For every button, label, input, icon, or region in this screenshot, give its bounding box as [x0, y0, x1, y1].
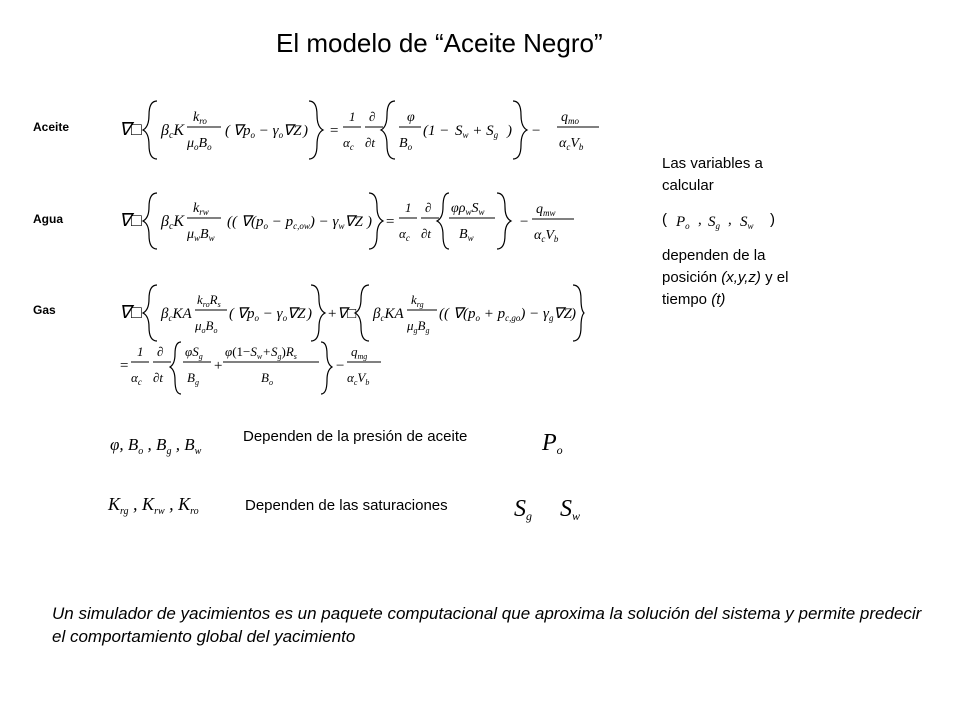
svg-text:βcKA: $\beta_cKA$ [373, 306, 404, 323]
variables-text-line3: dependen de la [662, 247, 766, 264]
water-equation-source [530, 192, 590, 252]
svg-text:Bg: $B_g$ [187, 370, 199, 387]
svg-text:kroRs: $k_{ro}R_s$ [197, 292, 221, 309]
variables-text-line5 [662, 289, 725, 311]
variables-text-line1: Las variables a [662, 155, 763, 172]
svg-text:Bo: $B_o$ [399, 136, 413, 152]
depend-saturation-text: Dependen de las saturaciones [245, 497, 448, 514]
svg-text:∂: ∂ [157, 344, 164, 359]
svg-text:∂: ∂ [369, 109, 376, 124]
svg-text:): ) [571, 306, 576, 322]
svg-text:Sg: $S_g$ [708, 214, 720, 231]
svg-text:(1 −: (1 − [423, 123, 450, 139]
label-gas: Gas [33, 303, 56, 317]
svg-text:): ) [307, 306, 312, 322]
svg-text:): ) [367, 214, 372, 230]
svg-text:Sw: $S_w$ [740, 214, 754, 231]
svg-text:(: ( [225, 123, 230, 139]
svg-text:((: (( [439, 306, 449, 322]
svg-text:μwBw: $\mu_wB_w$ [187, 227, 215, 243]
oil-equation-source [555, 100, 615, 160]
svg-text:Po: $P_o$ [676, 214, 690, 231]
svg-text:βcKA: $\beta_cKA$ [161, 306, 192, 323]
svg-text:1: 1 [137, 344, 144, 359]
svg-text:βcK: βcK [161, 213, 185, 232]
svg-text:qmw: $q_{mw}$ [536, 202, 556, 218]
svg-text:φ(1−Sw+Sg)Rs: $\varphi(1-S_w+S_g)R_s$ [225, 344, 297, 361]
saturation-dependent-properties [106, 488, 226, 522]
svg-text:−: − [531, 123, 542, 139]
gas-equation-line1 [115, 280, 585, 346]
water-equation [115, 188, 555, 254]
svg-text:krw: $k_{rw}$ [193, 201, 209, 217]
svg-text:∇□: ∇□ [119, 210, 142, 230]
svg-text:): ) [303, 123, 308, 139]
svg-text:αcVb: $\alpha_cV_b$ [347, 370, 370, 387]
oil-equation [115, 95, 555, 165]
svg-text:Sw + Sg: $S_w + S_g$ [455, 123, 499, 140]
svg-text:βcK: βcK [161, 122, 185, 141]
position-tail: y el [760, 269, 789, 286]
svg-text:αc: $\alpha_c$ [131, 370, 142, 387]
pressure-dependent-properties [108, 428, 238, 462]
variables-text-line2: calcular [662, 177, 714, 194]
svg-text:φ: φ [407, 110, 415, 125]
svg-text:μoBo: $\mu_oB_o$ [195, 318, 218, 335]
svg-text:∇(po + pc,go) − γg∇Z: $\nabla(p_o + p_{c,go}) - \gamma_g\nabla Z$ [453, 306, 572, 323]
svg-text:((: (( [227, 214, 237, 230]
svg-text:∇(po − pc,ow) − γw∇Z: $\nabla(p_o - p_{c,ow}) - \gamma_w\nabla Z$ [241, 214, 363, 231]
svg-text:krg: $k_{rg}$ [411, 292, 424, 309]
svg-text:Krg , Krw , Kro: $K_{rg}$ , $K_{rw}$ , $K_{ro}$ [108, 494, 199, 517]
gas-equation-line2 [115, 338, 385, 398]
svg-text:∇po − γo∇Z: $\nabla p_o - \gamma_o\nabla Z$ [237, 306, 306, 323]
svg-text:kro: $k_{ro}$ [193, 110, 207, 126]
svg-text:−: − [335, 358, 346, 374]
label-agua: Agua [33, 212, 63, 226]
svg-text:φ, Bo , Bg , Bw: φ, $B_o$ , $B_g$ , $B_w$ [110, 435, 202, 457]
svg-text:∂: ∂ [425, 200, 432, 215]
svg-text:=: = [385, 214, 396, 230]
svg-text:αc: $\alpha_c$ [343, 135, 354, 152]
svg-text:∂t: ∂t [365, 135, 376, 150]
depend-pressure-text: Dependen de la presión de aceite [243, 428, 468, 445]
svg-text:αcVb: $\alpha_cV_b$ [534, 228, 559, 244]
svg-text:Sw: Sw [560, 496, 581, 523]
variables-text-line4 [662, 267, 788, 289]
svg-text:=: = [119, 358, 130, 374]
svg-text:−: − [519, 214, 530, 230]
position-label: posición [662, 269, 722, 286]
svg-text:+: + [213, 358, 224, 374]
svg-text:,: , [698, 212, 702, 228]
time-label: tiempo [662, 291, 712, 308]
svg-text:αc: $\alpha_c$ [399, 226, 410, 243]
svg-text:∂t: ∂t [153, 370, 164, 385]
svg-text:μgBg: $\mu_gB_g$ [407, 318, 430, 335]
svg-text:qmo: $q_{mo}$ [561, 110, 579, 126]
svg-text:φρwSw: $\varphi\rho_wS_w$ [451, 201, 485, 217]
time-variable: (t) [711, 291, 726, 308]
svg-text:+∇□: +∇□ [327, 306, 357, 322]
svg-text:αcVb: $\alpha_cV_b$ [559, 136, 584, 152]
svg-text:1: 1 [405, 200, 412, 215]
svg-text:,: , [728, 212, 732, 228]
saturation-symbols [512, 490, 602, 526]
svg-text:Po: Po [542, 430, 563, 457]
svg-text:∂t: ∂t [421, 226, 432, 241]
svg-text:∇□: ∇□ [119, 302, 142, 322]
svg-text:=: = [329, 123, 340, 139]
svg-text:): ) [507, 123, 512, 139]
svg-text:∇po − γo∇Z: $\nabla p_o - \gamma_o\nabla Z$ [233, 123, 302, 140]
svg-text:1: 1 [349, 109, 356, 124]
svg-text:μoBo: $\mu_oB_o$ [187, 136, 212, 152]
simulator-description: Un simulador de yacimientos es un paquete computacional que aproxima la solución del sistema y permite predecir el comportamiento global del yacimiento [52, 604, 922, 646]
page-title: El modelo de “Aceite Negro” [276, 28, 603, 58]
svg-text:Sg: Sg [514, 496, 532, 523]
svg-text:(: ( [229, 306, 234, 322]
oil-pressure-symbol [540, 424, 580, 458]
variables-formula [662, 202, 792, 236]
svg-text:∇□: ∇□ [119, 119, 142, 139]
label-aceite: Aceite [33, 120, 70, 134]
svg-text:φSg: $\varphi S_g$ [185, 344, 203, 361]
svg-text:Bo: $B_o$ [261, 370, 273, 387]
svg-text:qmg: $q_{mg}$ [351, 344, 368, 361]
position-coords: (x,y,z) [721, 269, 761, 286]
svg-text:Bw: $B_w$ [459, 227, 474, 243]
svg-text:(: ( [662, 211, 667, 228]
svg-text:): ) [770, 211, 775, 228]
